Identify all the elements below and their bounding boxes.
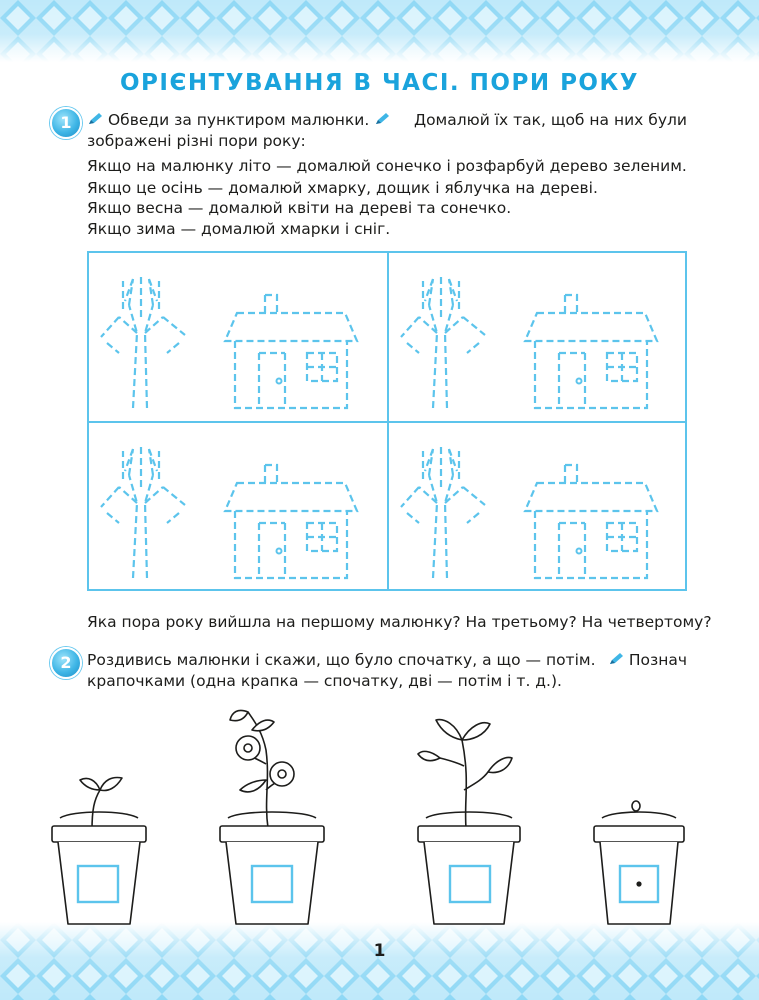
task-2-line2: крапочками (одна крапка — спочатку, дві — потім і т. д.). <box>87 672 562 690</box>
task-1-intro-line2: зображені різні пори року: <box>87 132 306 150</box>
instruction-summer: Якщо на малюнку літо — домалюй сонечко і розфарбуй дерево зеленим. <box>87 157 687 175</box>
bottom-decorative-band <box>0 922 759 1000</box>
drawing-cell-2[interactable] <box>389 253 687 421</box>
top-decorative-band <box>0 0 759 62</box>
dashed-tree-house-drawing <box>389 253 687 421</box>
task-1-intro-part1: Обведи за пунктиром малюнки. <box>107 111 370 129</box>
answer-dot <box>636 881 641 886</box>
drawing-cell-4[interactable] <box>389 423 687 589</box>
pencil-icon <box>87 112 103 126</box>
page-title: ОРІЄНТУВАННЯ В ЧАСІ. ПОРИ РОКУ <box>119 70 640 96</box>
task-2-number-badge: 2 <box>50 647 82 679</box>
page-number: 1 <box>373 941 386 961</box>
pot-young-plant <box>412 700 532 930</box>
task-1-intro-part2: Домалюй їх так, щоб на них були <box>413 111 687 129</box>
instruction-autumn: Якщо це осінь — домалюй хмарку, дощик і яблучка на дереві. <box>87 179 598 197</box>
pencil-icon <box>608 652 624 666</box>
instruction-winter: Якщо зима — домалюй хмарки і сніг. <box>87 220 391 238</box>
task-2-line1-part1: Роздивись малюнки і скажи, що було спочатку, а що — потім. <box>87 651 596 669</box>
task-1-question: Яка пора року вийшла на першому малюнку? На третьому? На четвертому? <box>87 613 712 631</box>
dashed-tree-house-drawing <box>389 423 687 589</box>
pot-flowering <box>208 700 338 930</box>
task-2-line1-part2: Познач <box>628 651 687 669</box>
drawing-cell-1[interactable] <box>89 253 387 421</box>
pencil-icon <box>374 112 390 126</box>
dashed-tree-house-drawing <box>89 253 387 421</box>
drawing-grid <box>87 251 687 591</box>
task-1-number-badge: 1 <box>50 107 82 139</box>
task-1-intro <box>87 110 687 152</box>
task-2-instructions <box>87 650 687 692</box>
drawing-cell-3[interactable] <box>89 423 387 589</box>
dashed-tree-house-drawing <box>89 423 387 589</box>
instruction-spring: Якщо весна — домалюй квіти на дереві та сонечко. <box>87 199 512 217</box>
pot-seed <box>590 700 690 930</box>
pot-sprout <box>44 700 154 930</box>
